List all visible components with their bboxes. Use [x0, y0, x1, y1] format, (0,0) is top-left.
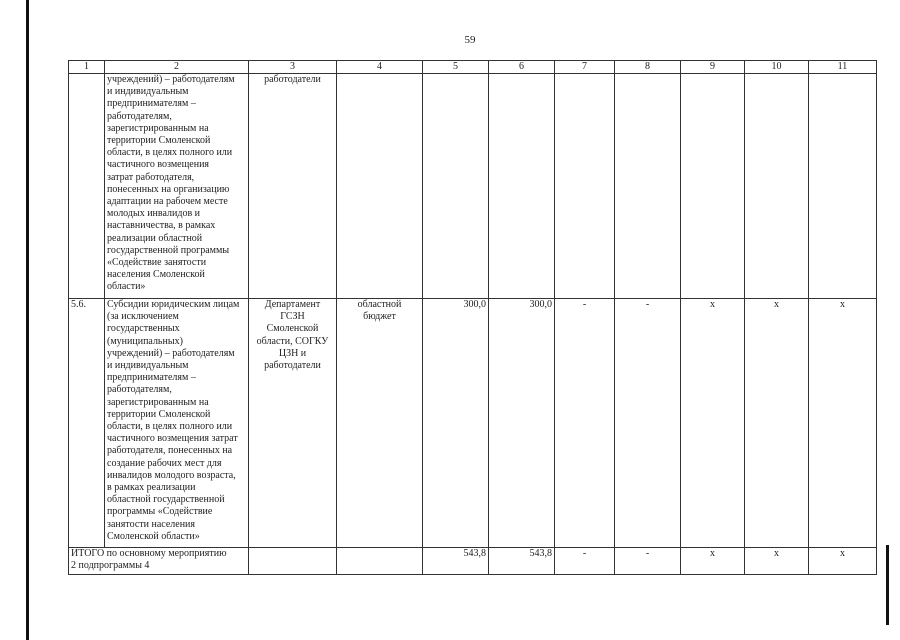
column-header: 4	[337, 61, 423, 74]
row-col8	[615, 74, 681, 299]
column-header: 10	[745, 61, 809, 74]
row-description-text: Субсидии юридическим лицам (за исключением государственных (муниципальных) учреждений) – работодателям и индивидуальным предпринимателям – работодателям, зарегистрированным на территории Смоленской области, в целях полного или частичного возмещения затрат работодателя, понесенных на создание рабочих мест для инвалидов молодого возраста, в рамках реализации областной государственной программы «Содействие занятости населения Смоленской области»	[107, 299, 240, 542]
row-executor	[249, 74, 337, 299]
row-col7: -	[555, 299, 615, 548]
column-header: 5	[423, 61, 489, 74]
column-header: 3	[249, 61, 337, 74]
row-col7	[555, 74, 615, 299]
row-col5	[423, 74, 489, 299]
total-col9: x	[681, 548, 745, 575]
column-header: 7	[555, 61, 615, 74]
row-col9: x	[681, 299, 745, 548]
row-number	[69, 74, 105, 299]
total-col5: 543,8	[423, 548, 489, 575]
row-source	[337, 299, 423, 548]
table-row	[69, 74, 877, 299]
total-col3	[249, 548, 337, 575]
total-col11: x	[809, 548, 877, 575]
row-col10: x	[745, 299, 809, 548]
row-col6: 300,0	[489, 299, 555, 548]
row-executor	[249, 299, 337, 548]
column-header: 9	[681, 61, 745, 74]
row-number: 5.6.	[69, 299, 105, 548]
row-col11: x	[809, 299, 877, 548]
row-col8: -	[615, 299, 681, 548]
row-source	[337, 74, 423, 299]
column-header: 11	[809, 61, 877, 74]
total-label-text: ИТОГО по основному мероприятию 2 подпрограммы 4	[71, 548, 227, 572]
scan-edge-left	[26, 0, 29, 640]
row-description	[105, 74, 249, 299]
row-col11	[809, 74, 877, 299]
total-col7: -	[555, 548, 615, 575]
total-col10: x	[745, 548, 809, 575]
budget-table	[68, 60, 877, 575]
total-col4	[337, 548, 423, 575]
column-header: 6	[489, 61, 555, 74]
page-number: 59	[464, 34, 476, 46]
row-executor-text: Департамент ГСЗН Смоленской области, СОГКУ ЦЗН и работодатели	[256, 299, 329, 372]
row-col5: 300,0	[423, 299, 489, 548]
row-description	[105, 299, 249, 548]
row-col10	[745, 74, 809, 299]
total-col8: -	[615, 548, 681, 575]
header-row	[69, 61, 877, 74]
row-source-text: областной бюджет	[357, 299, 402, 323]
total-col6: 543,8	[489, 548, 555, 575]
table-row	[69, 299, 877, 548]
scan-edge-right	[886, 545, 889, 625]
column-header: 8	[615, 61, 681, 74]
total-row	[69, 548, 877, 575]
column-header: 2	[105, 61, 249, 74]
total-label	[69, 548, 249, 575]
row-col6	[489, 74, 555, 299]
row-description-text: учреждений) – работодателям и индивидуальным предпринимателям – работодателям, зарегистрированным на территории Смоленской области, в целях полного или частичного возмещения затрат работодателя, понесенных на организацию адаптации на рабочем месте молодых инвалидов и наставничества, в рамках реализации областной государственной программы «Содействие занятости населения Смоленской области»	[107, 74, 235, 293]
row-col9	[681, 74, 745, 299]
column-header: 1	[69, 61, 105, 74]
row-executor-text: работодатели	[264, 74, 321, 85]
